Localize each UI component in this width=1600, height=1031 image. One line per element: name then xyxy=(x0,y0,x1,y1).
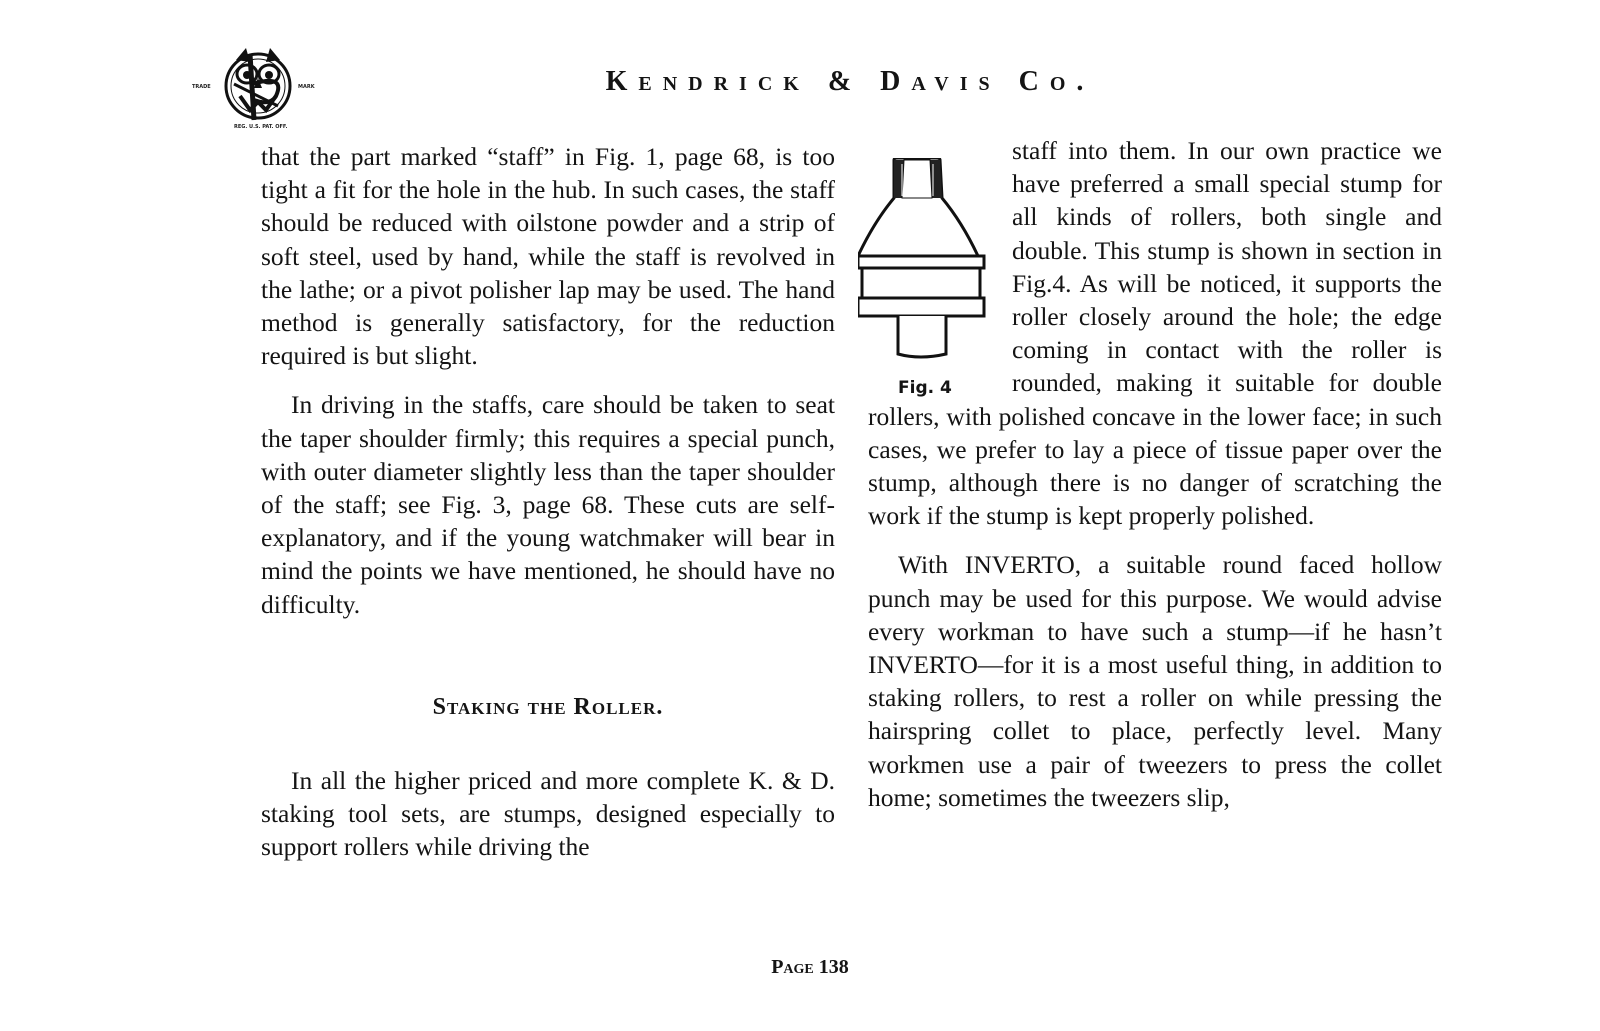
left-paragraph-2: In driving in the staffs, care should be taken to seat the taper shoulder firmly; this requires a special punch, with outer diameter slightly less than the taper shoulder of the staff; see Fig. 3, page 68. These cuts are self-explanatory, and if the young watchmaker will bear in mind the points we have mentioned, he should have no difficulty. xyxy=(261,390,835,619)
figure-4 xyxy=(858,134,1006,396)
right-paragraph-1: staff into them. In our own practice we have preferred a small special stump for all kinds of rollers, both single and double. This stump is shown in section in Fig.4. As will be noticed, it supports the roller closely around the hole; the edge coming in contact with the roller is rounded, making it suitable for double rollers, with polished concave in the lower face; in such cases, we prefer to lay a piece of tissue paper over the stump, although there is no danger of scratching the work if the stump is kept properly polished. xyxy=(868,136,1442,531)
right-paragraph-2: With INVERTO, a suitable round faced hollow punch may be used for this purpose. We would advise every workman to have such a stump—if he hasn’t INVERTO—for it is a most useful thing, in addition to staking rollers, to rest a roller on while pressing the hairspring collet to place, perfectly level. Many workmen use a pair of tweezers to press the collet home; sometimes the tweezers slip, xyxy=(868,550,1442,812)
stump-section-icon xyxy=(858,158,1006,368)
right-column xyxy=(868,134,1442,814)
page-number: Page 138 xyxy=(771,956,849,978)
running-head: Kendrick & Davis Co. xyxy=(605,66,1095,97)
logo-trade-text: TRADE xyxy=(192,84,211,90)
logo-registered-text: REG. U.S. PAT. OFF. xyxy=(234,124,288,130)
left-paragraph-3: In all the higher priced and more complete K. & D. staking tool sets, are stumps, designed especially to support rollers while driving the xyxy=(261,766,835,862)
figure-caption: Fig. 4 xyxy=(898,378,952,398)
owl-logo-icon xyxy=(190,44,330,134)
logo-mark-text: MARK xyxy=(298,84,315,90)
trademark-logo xyxy=(190,44,330,134)
left-paragraph-1: that the part marked “staff” in Fig. 1, page 68, is too tight a fit for the hole in the hub. In such cases, the staff should be reduced with oilstone powder and a strip of soft steel, used by hand, while the staff is revolved in the lathe; or a pivot polisher lap may be used. The hand method is generally satisfactory, for the reduction required is but slight. xyxy=(261,142,835,371)
section-title: Staking the Roller. xyxy=(432,693,664,720)
left-column xyxy=(261,140,835,864)
